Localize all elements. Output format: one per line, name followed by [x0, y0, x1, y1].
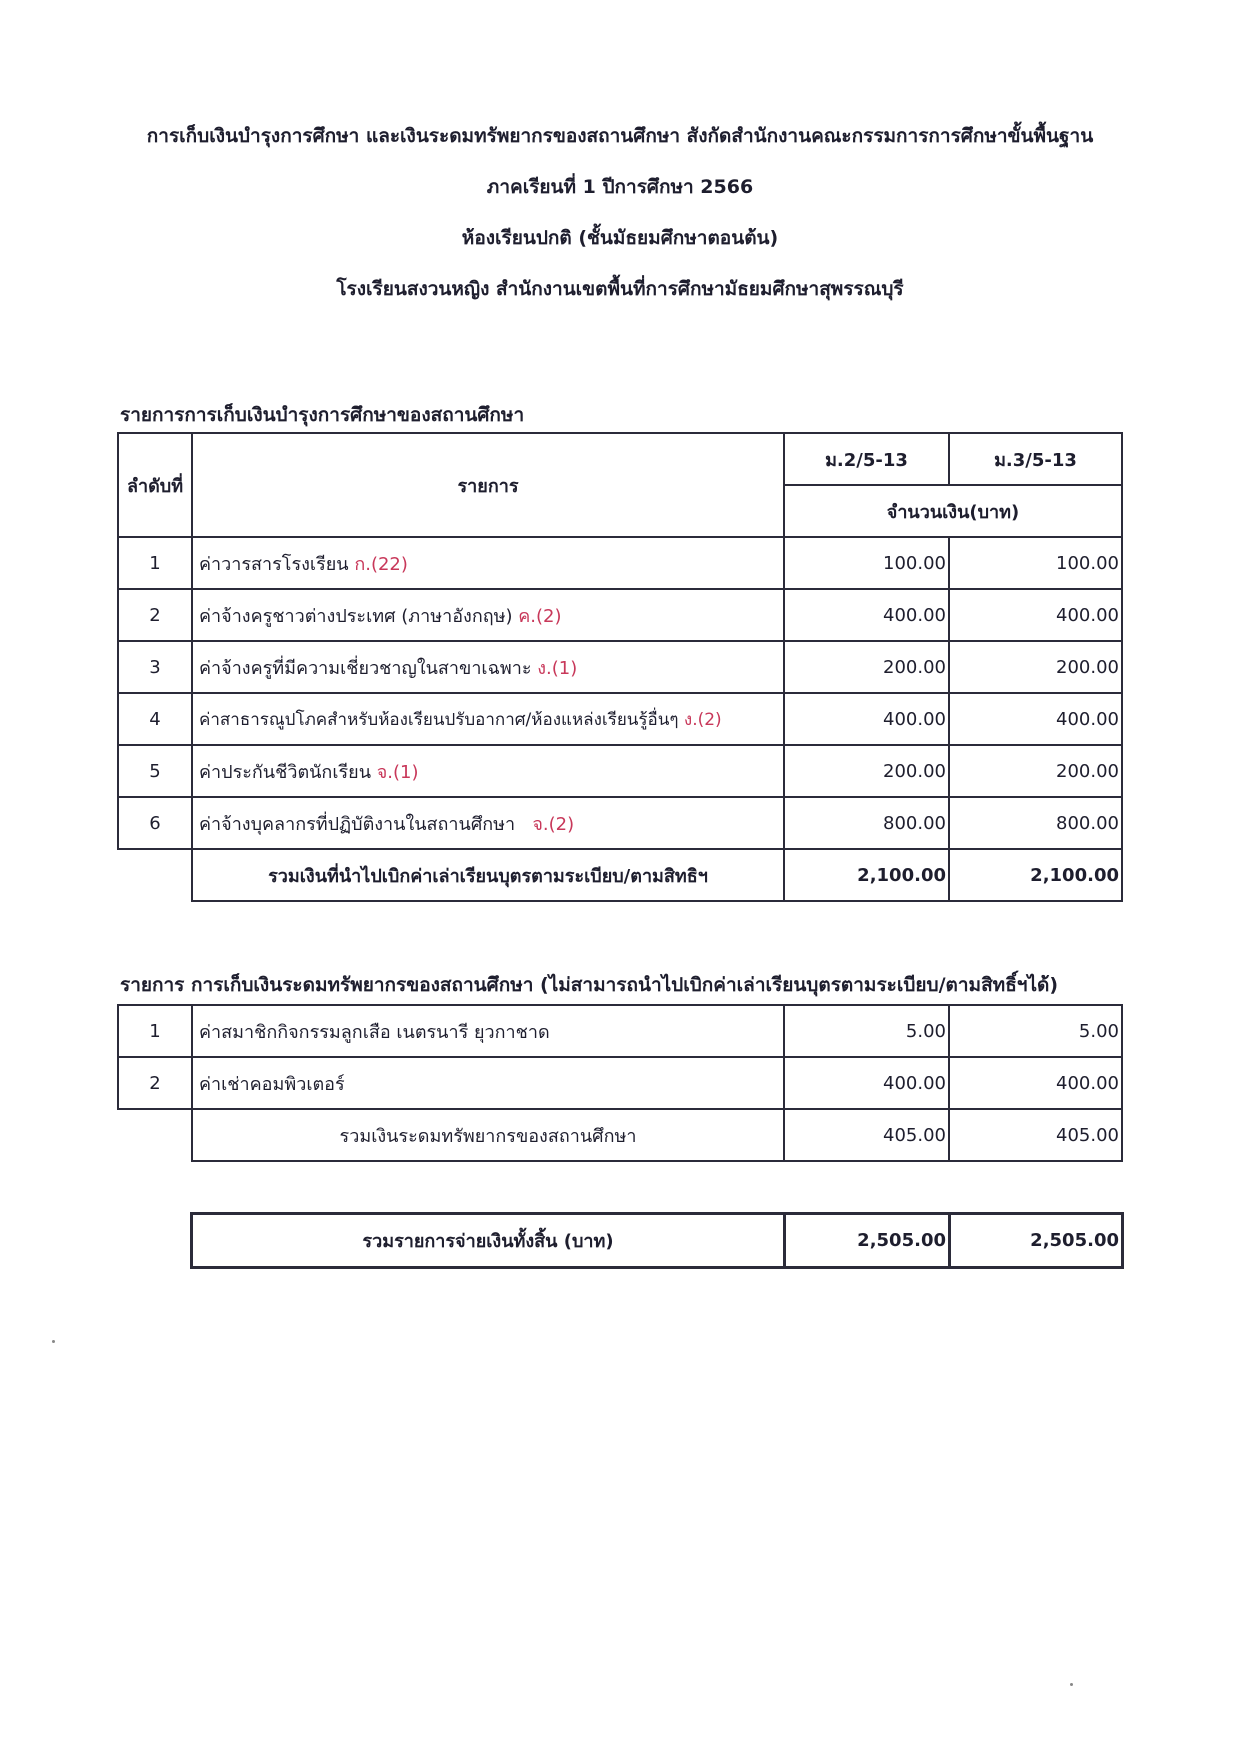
- row-item-label: ค่าสาธารณูปโภคสำหรับห้องเรียนปรับอากาศ/ห้องแหล่งเรียนรู้อื่นๆ: [199, 709, 679, 730]
- row-amount-a: 800.00: [784, 797, 949, 849]
- grand-total-a: 2,505.00: [785, 1214, 950, 1268]
- table-row: [118, 693, 1122, 745]
- row-item-code: ค.(2): [518, 605, 562, 627]
- row-no: 3: [118, 641, 192, 693]
- row-amount-b: 200.00: [949, 641, 1122, 693]
- col-header-class-a: ม.2/5-13: [784, 433, 949, 485]
- row-item: [192, 693, 784, 745]
- grand-total-table: [190, 1212, 1124, 1269]
- table-row: [118, 797, 1122, 849]
- row-item: [192, 745, 784, 797]
- row-amount-a: 400.00: [784, 1057, 949, 1109]
- row-amount-a: 400.00: [784, 693, 949, 745]
- row-item-code: จ.(2): [532, 813, 575, 835]
- row-item-code: ง.(1): [537, 657, 578, 679]
- row-item-label: ค่าประกันชีวิตนักเรียน: [199, 761, 372, 783]
- total-amount-b: 2,100.00: [949, 849, 1122, 901]
- row-item-label: ค่าจ้างครูที่มีความเชี่ยวชาญในสาขาเฉพาะ: [199, 657, 532, 679]
- row-item: ค่าสมาชิกกิจกรรมลูกเสือ เนตรนารี ยุวกาชาด: [192, 1005, 784, 1057]
- row-amount-a: 5.00: [784, 1005, 949, 1057]
- row-item-code: ง.(2): [683, 709, 722, 730]
- total-label: รวมเงินที่นำไปเบิกค่าเล่าเรียนบุตรตามระเบียบ/ตามสิทธิฯ: [192, 849, 784, 901]
- total-amount-b: 405.00: [949, 1109, 1122, 1161]
- total-amount-a: 2,100.00: [784, 849, 949, 901]
- resource-table: [117, 1004, 1123, 1162]
- col-header-amount: จำนวนเงิน(บาท): [784, 485, 1122, 537]
- table-row: [118, 537, 1122, 589]
- row-amount-a: 100.00: [784, 537, 949, 589]
- col-header-no: ลำดับที่: [118, 433, 192, 537]
- header-line-2: ภาคเรียนที่ 1 ปีการศึกษา 2566: [486, 176, 754, 198]
- document-header: [0, 125, 1240, 329]
- row-item-label: ค่าวารสารโรงเรียน: [199, 553, 349, 575]
- row-no: 2: [118, 589, 192, 641]
- row-no: 5: [118, 745, 192, 797]
- row-amount-b: 400.00: [949, 589, 1122, 641]
- row-item: [192, 797, 784, 849]
- row-amount-b: 400.00: [949, 1057, 1122, 1109]
- row-item-code: ก.(22): [354, 553, 408, 575]
- row-item: ค่าเช่าคอมพิวเตอร์: [192, 1057, 784, 1109]
- table-row: [118, 589, 1122, 641]
- total-row: [118, 1109, 1122, 1161]
- row-amount-a: 400.00: [784, 589, 949, 641]
- section1-title: รายการการเก็บเงินบำรุงการศึกษาของสถานศึกษา: [120, 404, 525, 426]
- header-line-4: โรงเรียนสงวนหญิง สำนักงานเขตพื้นที่การศึกษามัธยมศึกษาสุพรรณบุรี: [336, 278, 904, 300]
- row-no: 1: [118, 537, 192, 589]
- row-item-label: ค่าจ้างครูชาวต่างประเทศ (ภาษาอังกฤษ): [199, 605, 513, 627]
- section2-title: รายการ การเก็บเงินระดมทรัพยากรของสถานศึกษา (ไม่สามารถนำไปเบิกค่าเล่าเรียนบุตรตามระเบียบ/ตามสิทธิ์ฯได้): [120, 974, 1059, 996]
- row-amount-b: 400.00: [949, 693, 1122, 745]
- row-amount-b: 100.00: [949, 537, 1122, 589]
- total-amount-a: 405.00: [784, 1109, 949, 1161]
- row-item: [192, 537, 784, 589]
- row-amount-b: 5.00: [949, 1005, 1122, 1057]
- row-amount-a: 200.00: [784, 641, 949, 693]
- row-item: [192, 641, 784, 693]
- header-line-1: การเก็บเงินบำรุงการศึกษา และเงินระดมทรัพยากรของสถานศึกษา สังกัดสำนักงานคณะกรรมการการศึกษาขั้นพื้นฐาน: [146, 125, 1094, 147]
- row-amount-a: 200.00: [784, 745, 949, 797]
- table-row: [118, 745, 1122, 797]
- total-row: [118, 849, 1122, 901]
- col-header-class-b: ม.3/5-13: [949, 433, 1122, 485]
- grand-total-label: รวมรายการจ่ายเงินทั้งสิ้น (บาท): [192, 1214, 785, 1268]
- row-amount-b: 800.00: [949, 797, 1122, 849]
- row-no: 2: [118, 1057, 192, 1109]
- header-line-3: ห้องเรียนปกติ (ชั้นมัธยมศึกษาตอนต้น): [461, 227, 779, 249]
- row-no: 1: [118, 1005, 192, 1057]
- table-row: [118, 1005, 1122, 1057]
- row-no: 6: [118, 797, 192, 849]
- row-item-label: ค่าจ้างบุคลากรที่ปฏิบัติงานในสถานศึกษา: [199, 813, 516, 835]
- table-row: [118, 1057, 1122, 1109]
- scan-speck: [52, 1340, 55, 1343]
- table-row: [118, 641, 1122, 693]
- total-label: รวมเงินระดมทรัพยากรของสถานศึกษา: [192, 1109, 784, 1161]
- col-header-item: รายการ: [192, 433, 784, 537]
- row-item-code: จ.(1): [376, 761, 419, 783]
- grand-total-b: 2,505.00: [950, 1214, 1123, 1268]
- row-amount-b: 200.00: [949, 745, 1122, 797]
- scan-speck: [1070, 1683, 1073, 1686]
- row-item: [192, 589, 784, 641]
- fees-table: [117, 432, 1123, 902]
- row-no: 4: [118, 693, 192, 745]
